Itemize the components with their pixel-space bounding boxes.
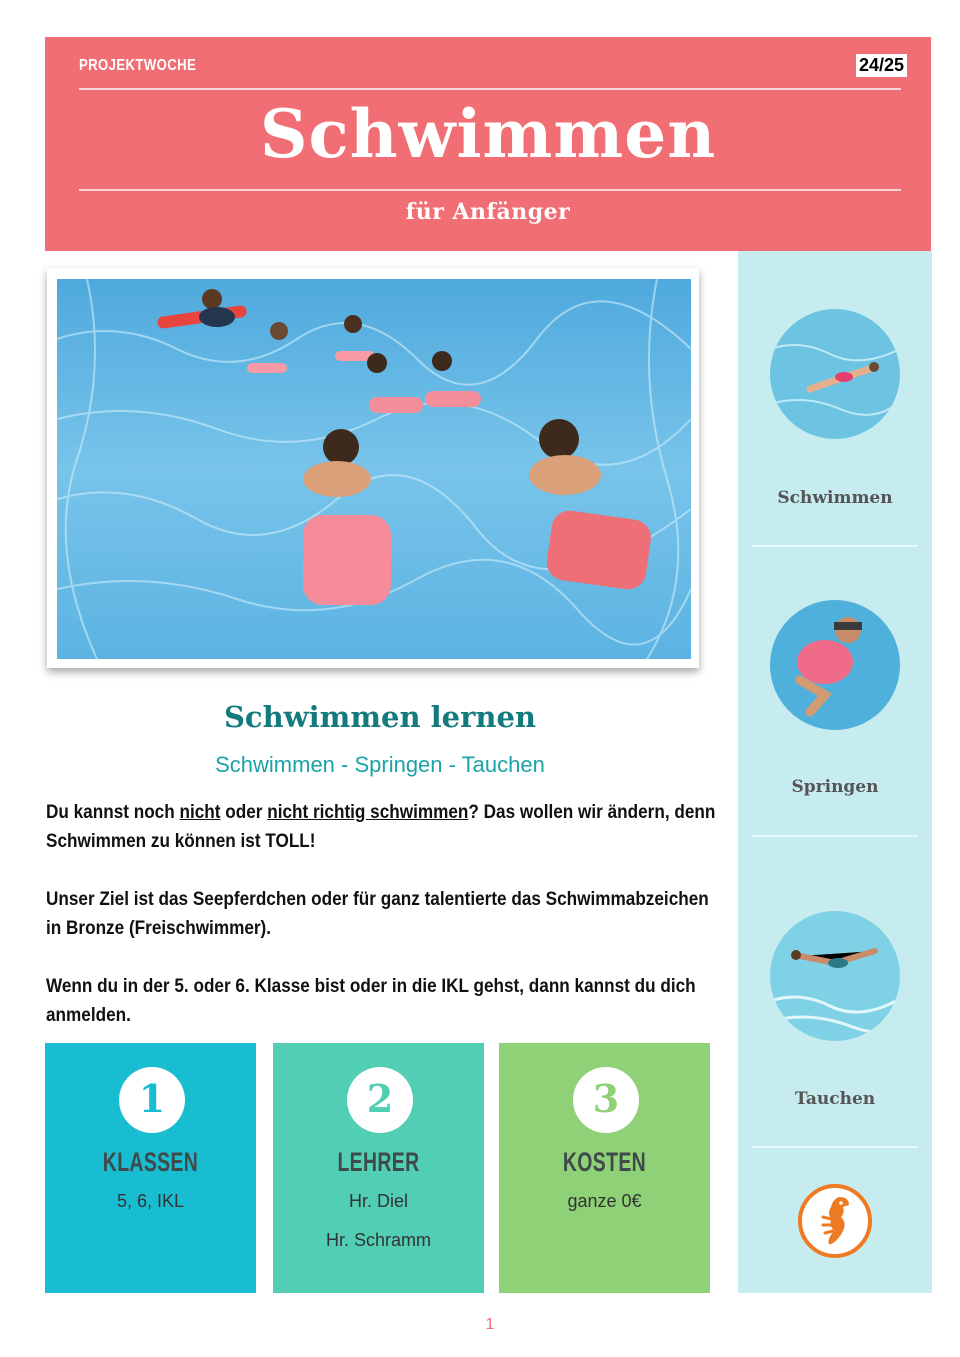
- info-card-costs: [499, 1043, 710, 1293]
- header-banner: [45, 37, 931, 251]
- pool-photo: [57, 279, 691, 659]
- header-rule-bottom: [79, 189, 901, 191]
- sidebar-item-label: Tauchen: [794, 1089, 876, 1109]
- sidebar-item-label: Schwimmen: [777, 488, 893, 508]
- card-value: 5, 6, IKL: [116, 1191, 185, 1211]
- year-badge: 24/25: [856, 54, 907, 77]
- header-rule-top: [79, 88, 901, 90]
- card-label: KLASSEN: [102, 1147, 199, 1177]
- card-value: Hr. Schramm: [325, 1230, 431, 1250]
- swimming-photo: [770, 309, 900, 439]
- paragraph-2: Unser Ziel ist das Seepferdchen oder für ganz talentierte das Schwimmabzeichen in Bronze (Freischwimmer).: [46, 888, 709, 939]
- page-subtitle: für Anfänger: [405, 199, 571, 225]
- jumping-photo: [770, 600, 900, 730]
- sidebar-item-label: Springen: [791, 777, 879, 797]
- sidebar: [738, 251, 932, 1293]
- photo-frame: [47, 268, 699, 668]
- info-card-classes: [45, 1043, 256, 1293]
- page-number: 1: [485, 1316, 495, 1333]
- card-value: Hr. Diel: [348, 1191, 408, 1211]
- paragraph-1: Du kannst noch nicht oder nicht richtig schwimmen? Das wollen wir ändern, denn Schwimmen zu können ist TOLL!: [46, 801, 716, 852]
- sidebar-divider: [752, 545, 918, 547]
- card-number: 1: [119, 1067, 185, 1133]
- info-card-teachers: [273, 1043, 484, 1293]
- seahorse-icon: [797, 1183, 873, 1259]
- card-value: ganze 0€: [567, 1191, 642, 1211]
- section-title: Schwimmen lernen: [223, 700, 537, 734]
- header-kicker: PROJEKTWOCHE: [79, 57, 197, 74]
- diving-photo: [770, 911, 900, 1041]
- body-text: [46, 798, 716, 1059]
- sidebar-divider: [752, 1146, 918, 1148]
- pool-photo-image: [57, 279, 691, 659]
- card-label: KOSTEN: [562, 1147, 647, 1177]
- paragraph-3: Wenn du in der 5. oder 6. Klasse bist oder in die IKL gehst, dann kannst du dich anmelden.: [46, 975, 696, 1026]
- card-number: 2: [347, 1067, 413, 1133]
- page-title: Schwimmen: [259, 95, 717, 173]
- sidebar-divider: [752, 835, 918, 837]
- section-subtitle: Schwimmen - Springen - Tauchen: [215, 752, 545, 777]
- card-number: 3: [573, 1067, 639, 1133]
- card-label: LEHRER: [337, 1147, 420, 1177]
